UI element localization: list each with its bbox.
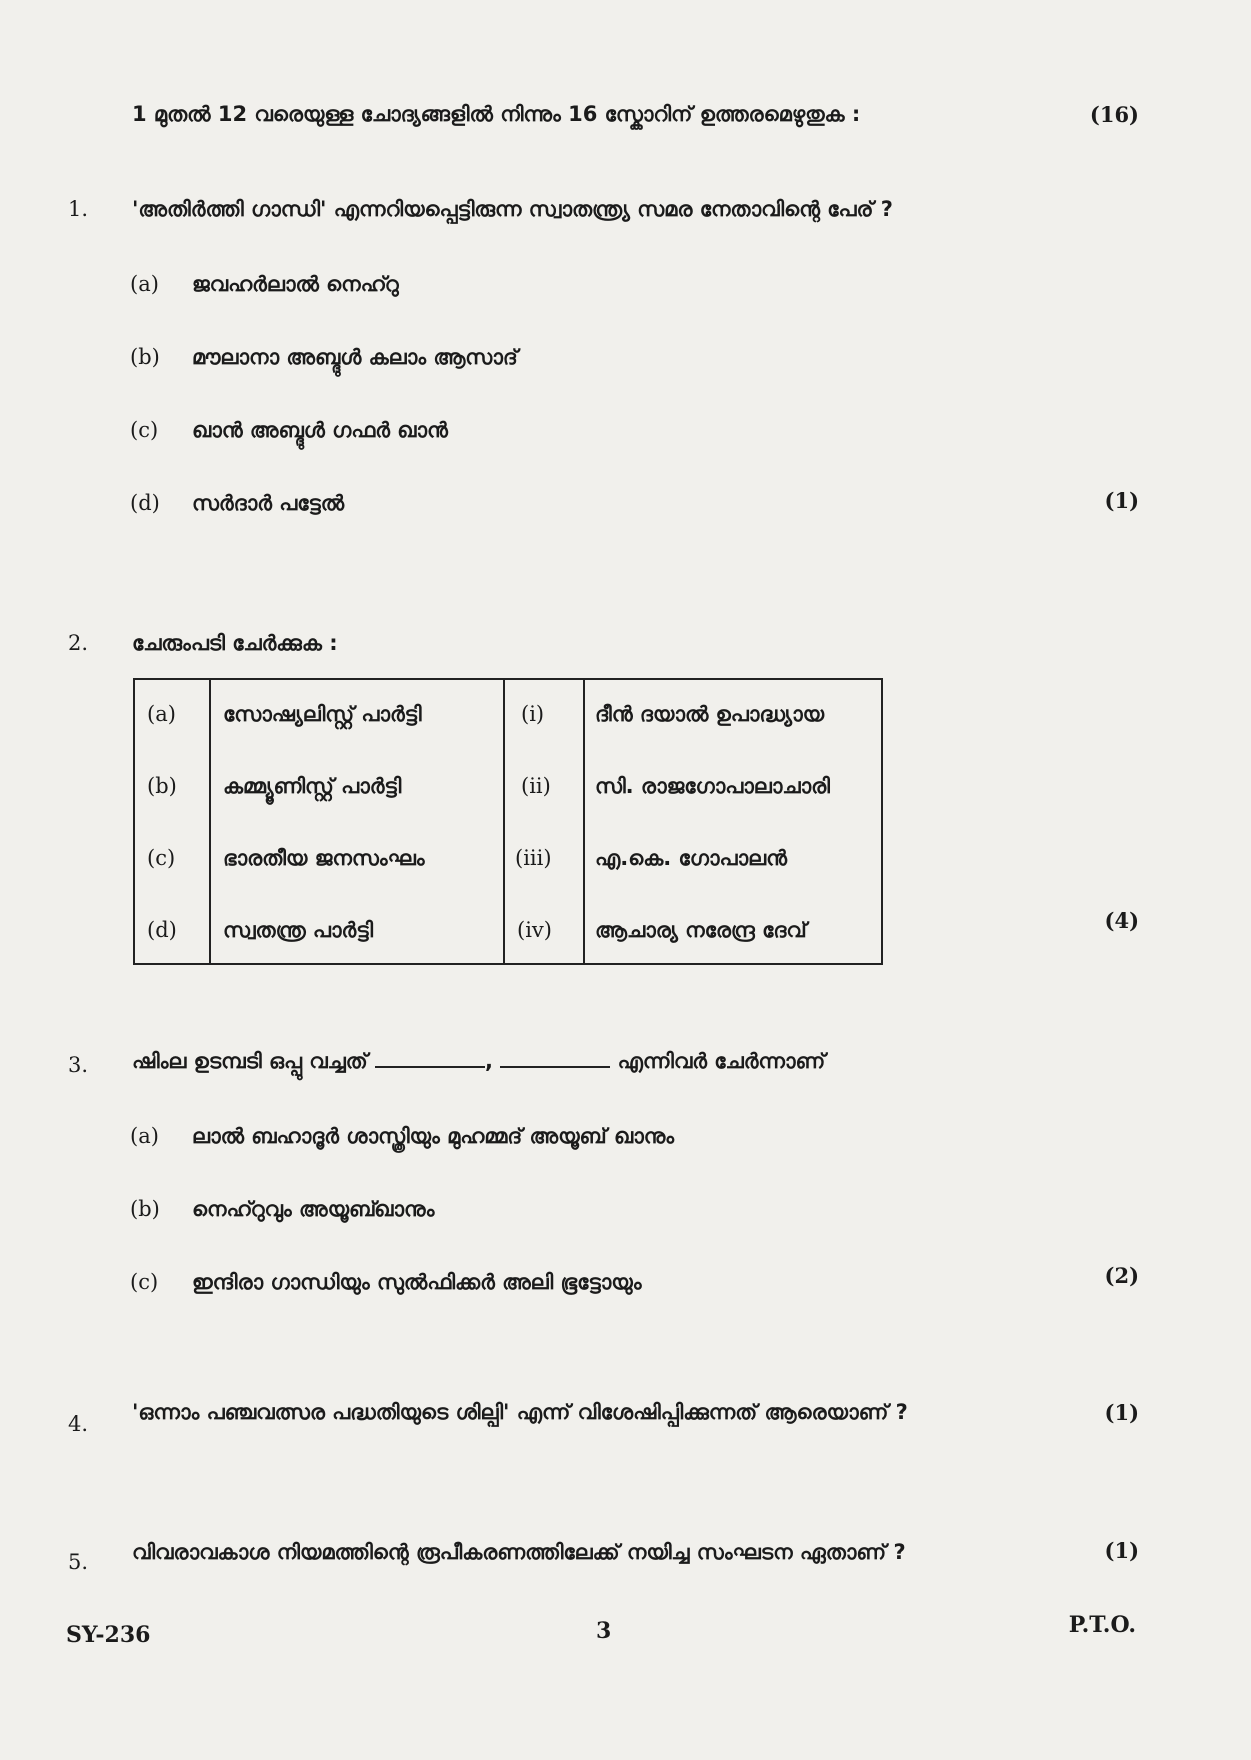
question-2-number: 2. xyxy=(68,631,89,655)
q1-option-a-label: (a) xyxy=(130,272,159,296)
answer-blank xyxy=(500,1048,610,1068)
question-2-text: ചേരുംപടി ചേർക്കുക : xyxy=(132,631,338,655)
question-1-text: 'അതിർത്തി ഗാന്ധി' എന്നറിയപ്പെട്ടിരുന്ന സ്വാതന്ത്ര്യ സമര നേതാവിന്റെ പേര് ? xyxy=(132,197,893,221)
match-left-text: ഭാരതീയ ജനസംഘം xyxy=(223,846,425,870)
match-left-label: (d) xyxy=(147,918,177,942)
question-3-separator: , xyxy=(484,1049,493,1073)
q3-option-b-text: നെഹ്റുവും അയൂബ്ഖാനും xyxy=(192,1197,435,1221)
question-5-number: 5. xyxy=(68,1550,89,1574)
question-3-text xyxy=(132,1048,825,1074)
q1-option-b-text: മൗലാനാ അബ്ദുൾ കലാം ആസാദ് xyxy=(192,345,518,369)
match-left-label: (a) xyxy=(147,702,176,726)
match-right-label: (iii) xyxy=(515,846,552,870)
match-left-text: സോഷ്യലിസ്റ്റ് പാർട്ടി xyxy=(223,702,422,726)
q1-option-b-label: (b) xyxy=(130,345,160,369)
match-left-text: സ്വതന്ത്ര പാർട്ടി xyxy=(223,918,374,942)
question-3-marks: (2) xyxy=(1104,1263,1139,1288)
question-4-marks: (1) xyxy=(1104,1400,1139,1425)
q1-option-d-label: (d) xyxy=(130,491,160,515)
match-table xyxy=(133,678,883,965)
match-right-text: എ.കെ. ഗോപാലൻ xyxy=(595,846,787,870)
page-number: 3 xyxy=(596,1618,612,1644)
match-left-text: കമ്മ്യൂണിസ്റ്റ് പാർട്ടി xyxy=(223,774,402,798)
q3-option-c-text: ഇന്ദിരാ ഗാന്ധിയും സുൽഫിക്കർ അലി ഭൂട്ടോയും xyxy=(192,1270,642,1294)
match-right-text: സി. രാജഗോപാലാചാരി xyxy=(595,774,830,798)
match-right-text: ദീൻ ദയാൽ ഉപാദ്ധ്യായ xyxy=(595,702,825,726)
section-marks: (16) xyxy=(1089,102,1139,127)
match-right-label: (i) xyxy=(521,702,545,726)
q1-option-c-label: (c) xyxy=(130,418,159,442)
question-3-number: 3. xyxy=(68,1053,89,1077)
question-1-marks: (1) xyxy=(1104,488,1139,513)
question-4-number: 4. xyxy=(68,1412,89,1436)
question-5-marks: (1) xyxy=(1104,1538,1139,1563)
q3-option-a-label: (a) xyxy=(130,1124,159,1148)
paper-code: SY-236 xyxy=(66,1622,151,1648)
answer-blank xyxy=(375,1048,485,1068)
q1-option-d-text: സർദാർ പട്ടേൽ xyxy=(192,491,345,515)
match-right-text: ആചാര്യ നരേന്ദ്ര ദേവ് xyxy=(595,918,807,942)
question-3-text-after: എന്നിവർ ചേർന്നാണ് xyxy=(617,1049,826,1073)
question-5-text: വിവരാവകാശ നിയമത്തിന്റെ രൂപീകരണത്തിലേക്ക് നയിച്ച സംഘടന ഏതാണ് ? xyxy=(132,1540,906,1564)
q3-option-c-label: (c) xyxy=(130,1270,159,1294)
match-right-label: (iv) xyxy=(517,918,552,942)
question-1-number: 1. xyxy=(68,197,89,221)
q1-option-c-text: ഖാൻ അബ്ദുൾ ഗഫർ ഖാൻ xyxy=(192,418,448,442)
section-instruction: 1 മുതൽ 12 വരെയുള്ള ചോദ്യങ്ങളിൽ നിന്നും 16 സ്കോറിന് ഉത്തരമെഴുതുക : xyxy=(132,102,861,126)
match-left-label: (b) xyxy=(147,774,177,798)
pto-label: P.T.O. xyxy=(1068,1612,1136,1638)
match-right-label: (ii) xyxy=(521,774,551,798)
q1-option-a-text: ജവഹർലാൽ നെഹ്റു xyxy=(192,272,399,296)
q3-option-b-label: (b) xyxy=(130,1197,160,1221)
question-2-marks: (4) xyxy=(1104,908,1139,933)
question-4-text: 'ഒന്നാം പഞ്ചവത്സര പദ്ധതിയുടെ ശില്പി' എന്ന് വിശേഷിപ്പിക്കുന്നത് ആരെയാണ് ? xyxy=(132,1400,908,1424)
q3-option-a-text: ലാൽ ബഹാദൂർ ശാസ്ത്രിയും മുഹമ്മദ് അയൂബ് ഖാനും xyxy=(192,1124,675,1148)
match-left-label: (c) xyxy=(147,846,176,870)
question-3-text-before: ഷിംല ഉടമ്പടി ഒപ്പു വച്ചത് xyxy=(132,1049,368,1073)
